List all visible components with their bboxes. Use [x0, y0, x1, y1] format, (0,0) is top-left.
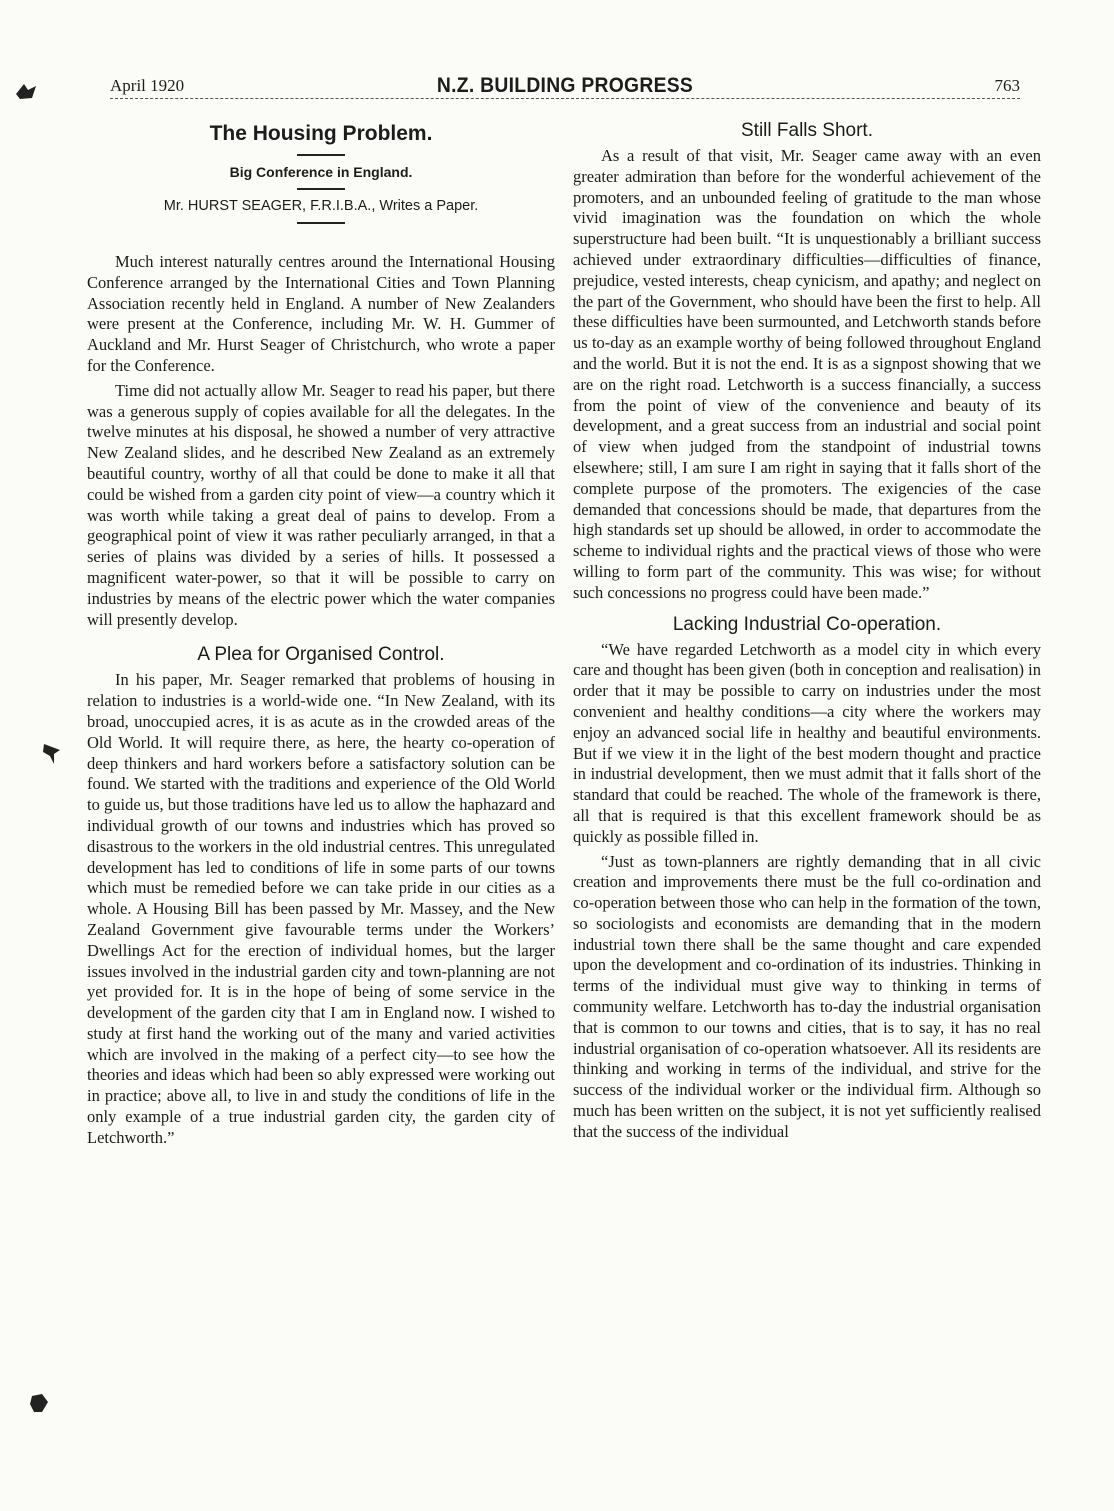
article-subheadline: Big Conference in England.	[229, 164, 413, 180]
section-heading: Lacking Industrial Co-operation.	[672, 613, 942, 635]
binding-mark-icon	[40, 740, 64, 768]
paragraph: “We have regarded Letchworth as a model city in which every care and thought has been given (both in conception and realisation) in order that it may be possible to carry on industries under the most convenient and healthy conditions—a city where the workers may enjoy an advanced social life in healthy and beautiful environments. But if we view it in the light of the best modern thought and practice in industrial development, then we must admit that it falls short of the standard that could be reached. The whole of the framework is there, all that is required is that this excellent framework should be as quickly as possible filled in.	[573, 639, 1041, 846]
publication-title: N.Z. BUILDING PROGRESS	[436, 74, 694, 97]
article-headline: The Housing Problem.	[209, 122, 433, 145]
binding-mark-icon	[26, 1392, 52, 1416]
issue-date: April 1920	[110, 76, 185, 95]
page-number: 763	[994, 76, 1020, 95]
divider	[297, 188, 345, 190]
article-byline: Mr. HURST SEAGER, F.R.I.B.A., Writes a Paper.	[163, 198, 479, 214]
header-rule	[110, 98, 1020, 99]
section-heading: A Plea for Organised Control.	[197, 644, 445, 666]
paragraph: Time did not actually allow Mr. Seager to read his paper, but there was a generous supply of copies available for all the delegates. In the twelve minutes at his disposal, he showed a number of very attractive New Zealand slides, and he described New Zealand as an extremely beautiful country, worthy of all that could be done to make it all that could be wished from a garden city point of view—a country which it was worth while taking a great deal of pains to develop. From a geographical point of view it was rather peculiarly arranged, in that a series of plains was divided by a series of hills. It possessed a magnificent water-power, so that it will be possible to carry on industries by means of the electric power which the water companies will presently develop.	[87, 380, 555, 629]
left-column	[87, 120, 555, 1149]
section-heading: Still Falls Short.	[741, 120, 873, 141]
paragraph: As a result of that visit, Mr. Seager came away with an even greater admiration than before for the wonderful achievement of the promoters, and an unbounded feeling of gratitude to the man whose vivid imagination was the foundation on which the whole superstructure had been built. “It is unquestionably a brilliant success achieved under extraordinary difficulties—difficulties of finance, prejudice, vested interests, cheap cynicism, and apathy; and neglect on the part of the Government, who should have been the first to help. All these difficulties have been surmounted, and Letchworth stands before us to-day as an example worthy of being followed throughout England and the world. But it is not the end. It is as a signpost showing that we are on the right road. Letchworth is a success financially, a success from the point of view of the convenience and beauty of its development, and a great success from an industrial and social point of view when judged from the standpoint of industrial towns elsewhere; still, I am sure I am right in saying that it falls short of the complete purpose of the promoters. The exigencies of the case demanded that concessions should be made, that departures from the high standards set up should be allowed, in order to accommodate the scheme to individual rights and the practical views of those who were willing to form part of the community. This was wise; for without such concessions no progress could have been made.”	[573, 146, 1041, 602]
binding-mark-icon	[14, 80, 40, 102]
divider	[297, 222, 345, 224]
page-header	[110, 74, 1020, 100]
divider	[297, 154, 345, 156]
paragraph: “Just as town-planners are rightly demanding that in all civic creation and improvements there must be the full co-ordination and co-operation between those who can help in the formation of the town, so sociologists and economists are demanding that in the modern industrial town there shall be the same thought and care expended upon the development and co-ordination of its industries. Thinking in terms of the individual must give way to thinking in terms of community welfare. Letchworth has to-day the industrial organisation that is common to our towns and cities, that is to say, it has no real industrial organisation of co-operation whatsoever. All its residents are thinking and working in terms of the individual, and strive for the success of the individual worker or the individual firm. Although so much has been written on the subject, it is not yet sufficiently realised that the success of the individual	[573, 851, 1041, 1141]
paragraph: Much interest naturally centres around the International Housing Conference arranged by the International Cities and Town Planning Association recently held in England. A number of New Zealanders were present at the Conference, including Mr. W. H. Gummer of Auckland and Mr. Hurst Seager of Christchurch, who wrote a paper for the Conference.	[87, 252, 555, 375]
right-column	[573, 120, 1041, 1143]
paragraph: In his paper, Mr. Seager remarked that problems of housing in relation to industries is a world-wide one. “In New Zealand, with its broad, unoccupied acres, it is as acute as in the crowded areas of the Old World. It will require there, as here, the hearty co-operation of deep thinkers and hard workers before a satisfactory solution can be found. We started with the traditions and experience of the Old World to guide us, but those traditions have led us to allow the haphazard and individual growth of our towns and industries which has proved so disastrous to the workers in the old industrial centres. This unregulated development has led to conditions of life in some parts of our towns which must be remedied before we can take pride in our cities as a whole. A Housing Bill has been passed by Mr. Massey, and the New Zealand Government give favourable terms under the Workers’ Dwellings Act for the erection of individual homes, but the larger issues involved in the industrial garden city and town-planning are not yet provided for. It is in the hope of being of some service in the development of the garden city that I am in England now. I wished to study at first hand the working out of the many and varied activities which are involved in the making of a perfect city—to see how the theories and ideas which had been so ably expressed were working out in practice; above all, to live in and study the conditions of life in the only example of a true industrial garden city, the garden city of Letchworth.”	[87, 670, 555, 1147]
